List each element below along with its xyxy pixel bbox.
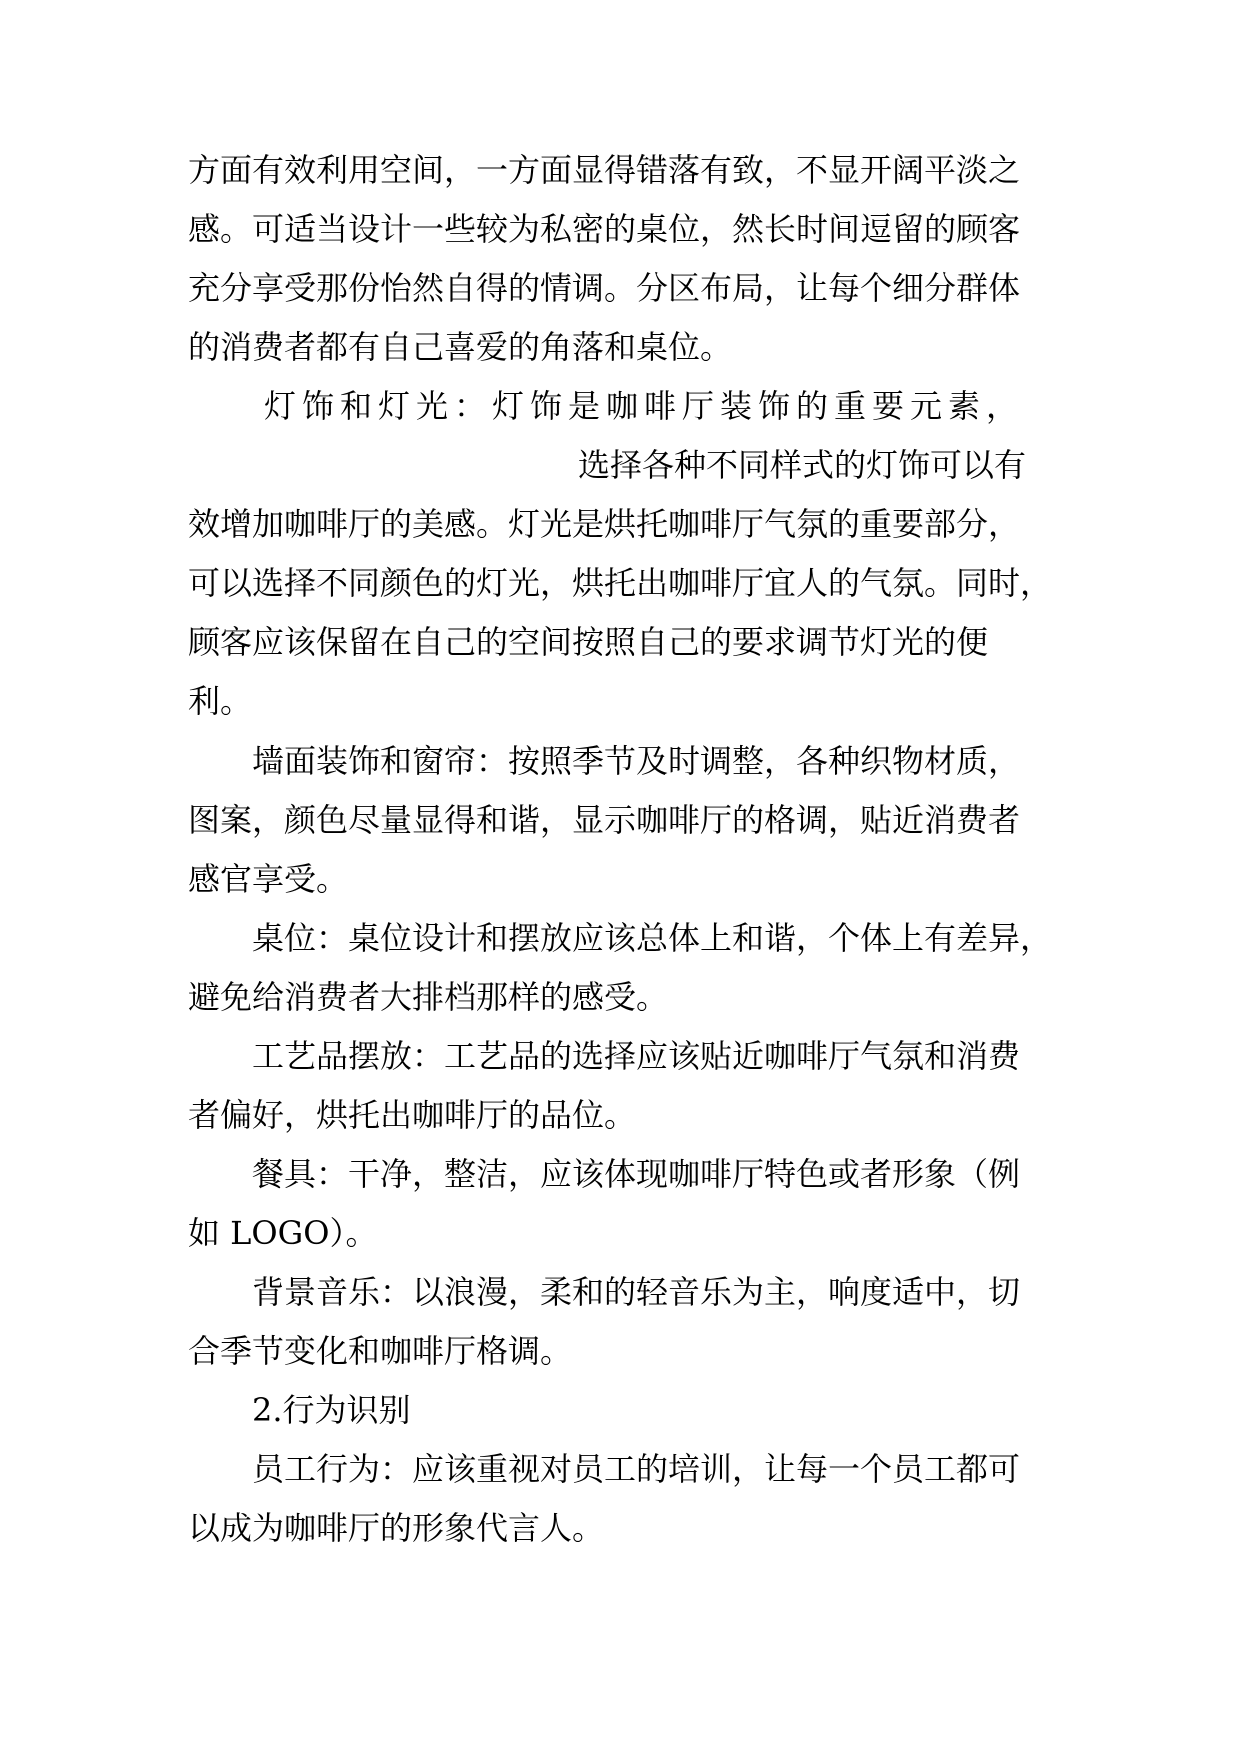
text-line: 以成为咖啡厅的形象代言人。 <box>188 1509 605 1547</box>
text-line: 方面有效利用空间，一方面显得错落有致，不显开阔平淡之 <box>188 151 1021 189</box>
text-line: 员工行为：应该重视对员工的培训，让每一个员工都可 <box>252 1450 1021 1488</box>
section-heading-behavior: 2.行为识别 <box>252 1391 411 1429</box>
text-line: 背景音乐：以浪漫，柔和的轻音乐为主，响度适中，切 <box>252 1273 1021 1311</box>
text-line: 图案，颜色尽量显得和谐，显示咖啡厅的格调，贴近消费者 <box>188 801 1021 839</box>
text-line: 者偏好，烘托出咖啡厅的品位。 <box>188 1096 637 1134</box>
text-line: 墙面装饰和窗帘：按照季节及时调整，各种织物材质， <box>252 742 1021 780</box>
text-line: 桌位：桌位设计和摆放应该总体上和谐，个体上有差异， <box>252 919 1053 957</box>
text-line: 的消费者都有自己喜爱的角落和桌位。 <box>188 328 733 366</box>
section-heading-lighting: 灯饰和灯光：灯饰是咖啡厅装饰的重要元素， <box>264 387 1025 425</box>
text-line: 餐具：干净，整洁，应该体现咖啡厅特色或者形象（例 <box>252 1155 1021 1193</box>
text-line: 避免给消费者大排档那样的感受。 <box>188 978 669 1016</box>
text-line: 合季节变化和咖啡厅格调。 <box>188 1332 573 1370</box>
text-line: 利。 <box>188 682 253 720</box>
text-line: 可以选择不同颜色的灯光，烘托出咖啡厅宜人的气氛。同时， <box>188 564 1053 602</box>
text-line: 选择各种不同样式的灯饰可以有 <box>578 446 1027 484</box>
text-line: 感官享受。 <box>188 860 349 898</box>
text-line: 如 LOGO）。 <box>188 1214 378 1252</box>
text-line: 充分享受那份怡然自得的情调。分区布局，让每个细分群体 <box>188 269 1021 307</box>
text-line: 感。可适当设计一些较为私密的桌位，然长时间逗留的顾客 <box>188 210 1021 248</box>
text-line: 工艺品摆放：工艺品的选择应该贴近咖啡厅气氛和消费 <box>252 1037 1021 1075</box>
text-line: 效增加咖啡厅的美感。灯光是烘托咖啡厅气氛的重要部分， <box>188 505 1021 543</box>
text-line: 顾客应该保留在自己的空间按照自己的要求调节灯光的便 <box>188 623 989 661</box>
